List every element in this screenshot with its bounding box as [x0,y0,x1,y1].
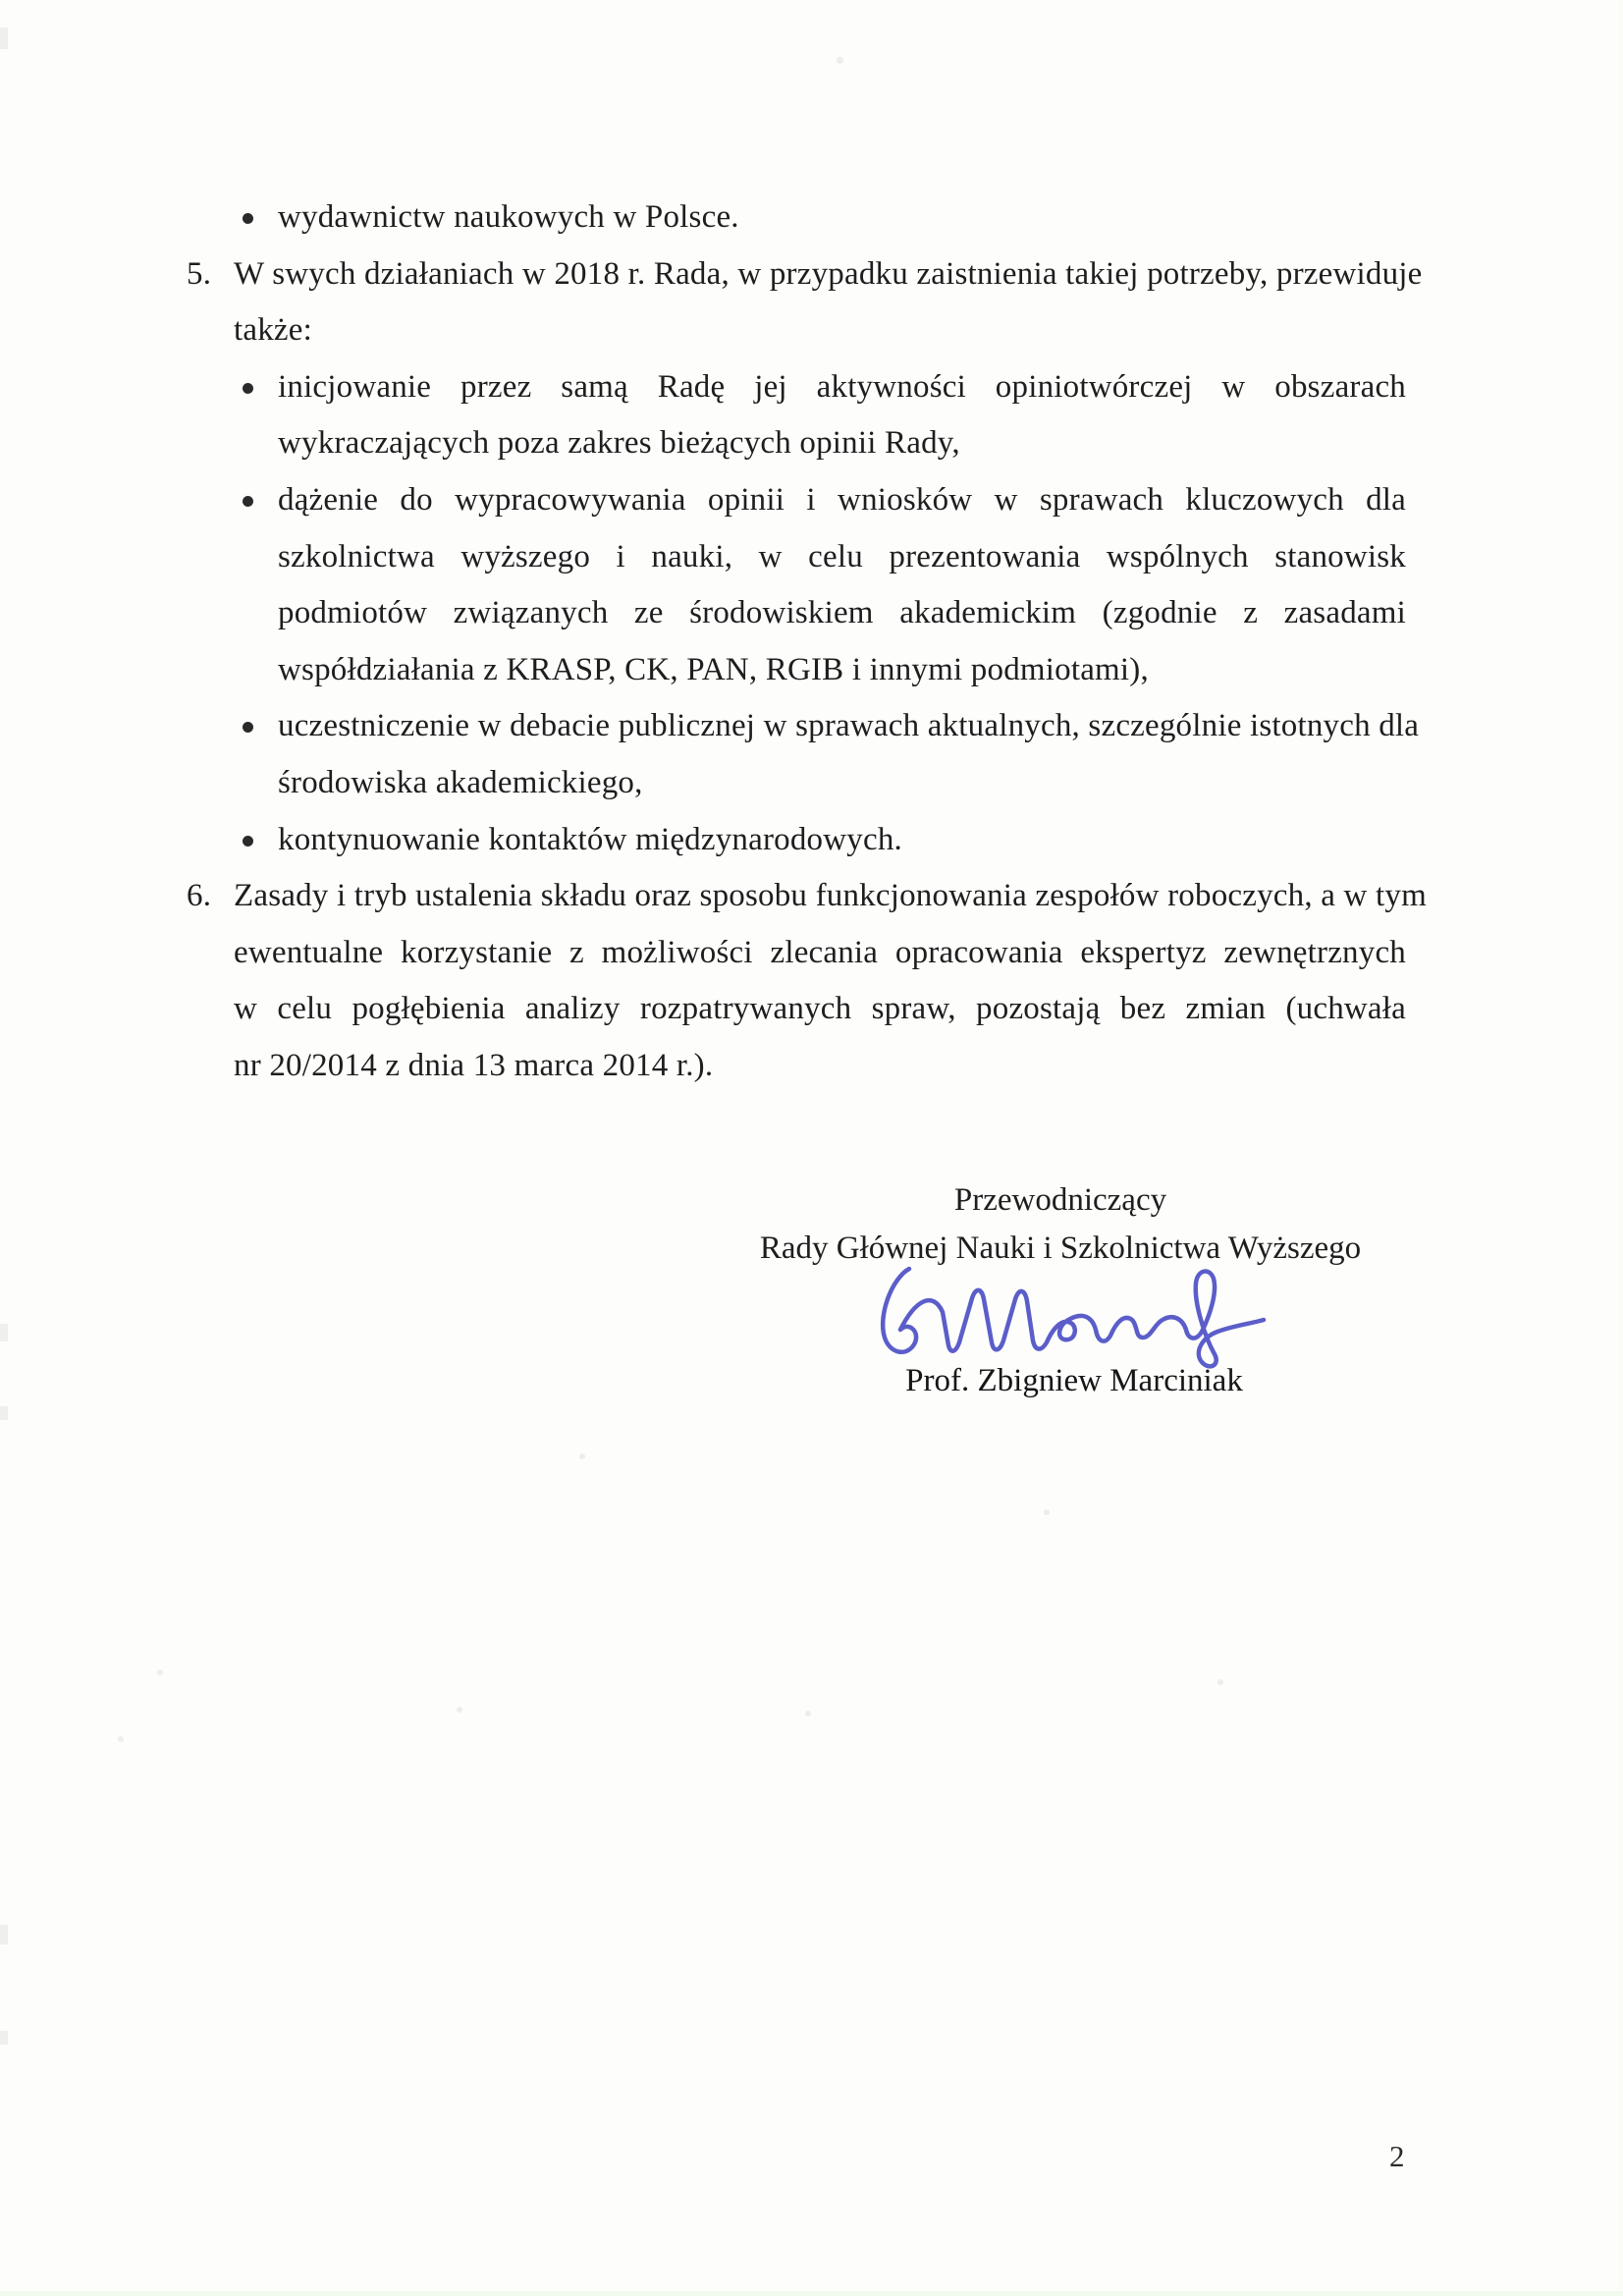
scan-speck [457,1707,462,1713]
list-item-text: kontynuowanie kontaktów międzynarodowych. [278,821,902,857]
bullet-icon [243,383,253,394]
scan-speck [579,1453,585,1459]
scan-edge-tint [0,2291,1623,2296]
numbered-item-text: także: [234,312,312,349]
list-item-text: dążenie do wypracowywania opinii i wniosków w sprawach kluczowych dla [278,481,1406,518]
list-item-text: inicjowanie przez samą Radę jej aktywności opiniotwórczej w obszarach [278,368,1406,405]
list-item-continuation [187,415,1406,472]
item-number: 6. [187,878,212,914]
scan-speck [157,1669,163,1675]
bullet-icon [243,496,253,507]
signature-block [687,1176,1434,1398]
list-item [187,812,1406,869]
scan-speck [118,1736,124,1742]
scan-speck [1044,1509,1050,1515]
list-item-text: wykraczających poza zakres bieżących opinii Rady, [278,425,960,462]
numbered-item-6-line4 [187,1038,1406,1095]
list-item-continuation [187,585,1406,642]
numbered-item-6-line2 [187,925,1406,982]
numbered-item-text: nr 20/2014 z dnia 13 marca 2014 r.). [234,1047,714,1083]
page-number: 2 [1389,2139,1405,2173]
list-item-text: podmiotów związanych ze środowiskiem akademickim (zgodnie z zasadami [278,595,1406,631]
scan-speck [1217,1679,1223,1685]
list-item-text: wydawnictw naukowych w Polsce. [278,199,739,235]
list-item-continuation [187,755,1406,812]
scan-speck [805,1711,811,1717]
numbered-item-text: ewentualne korzystanie z możliwości zlecania opracowania ekspertyz zewnętrznych [234,934,1406,970]
list-item-text: współdziałania z KRASP, CK, PAN, RGIB i innymi podmiotami), [278,651,1149,687]
list-item-continuation [187,529,1406,586]
numbered-item-5 [187,246,1423,303]
scan-edge-tint [1619,0,1623,2296]
scan-edge-artifact [0,27,8,49]
numbered-item-text: Zasady i tryb ustalenia składu oraz sposobu funkcjonowania zespołów roboczych, a w tym [234,878,1427,914]
list-item-continuation [187,642,1406,699]
list-item [187,359,1406,416]
numbered-item-5-line2 [187,302,1406,359]
signer-name: Prof. Zbigniew Marciniak [905,1363,1243,1398]
numbered-item-6-line3 [187,981,1406,1038]
numbered-item-6 [187,868,1427,925]
document-body [187,190,1427,1095]
bullet-icon [243,722,253,733]
scan-edge-artifact [0,1406,8,1420]
bullet-icon [243,836,253,847]
list-item [187,190,1406,246]
list-item-text: środowiska akademickiego, [278,764,643,800]
list-item-text: uczestniczenie w debacie publicznej w sprawach aktualnych, szczególnie istotnych dla [278,708,1420,744]
scan-speck [837,57,843,64]
signer-title: Przewodniczący [953,1182,1167,1218]
list-item-text: szkolnictwa wyższego i nauki, w celu prezentowania wspólnych stanowisk [278,538,1406,574]
numbered-item-text: w celu pogłębienia analizy rozpatrywanych spraw, pozostają bez zmian (uchwała [234,991,1406,1027]
scan-edge-artifact [0,1324,8,1341]
list-item [187,472,1406,529]
list-item [187,698,1420,755]
handwritten-signature [872,1259,1274,1373]
bullet-icon [243,213,253,224]
scan-edge-artifact [0,2031,8,2045]
item-number: 5. [187,255,212,292]
numbered-item-text: W swych działaniach w 2018 r. Rada, w przypadku zaistnienia takiej potrzeby, przewiduje [234,255,1423,292]
signer-organization: Rady Głównej Nauki i Szkolnictwa Wyższego [759,1230,1362,1266]
scan-edge-artifact [0,1925,8,1944]
